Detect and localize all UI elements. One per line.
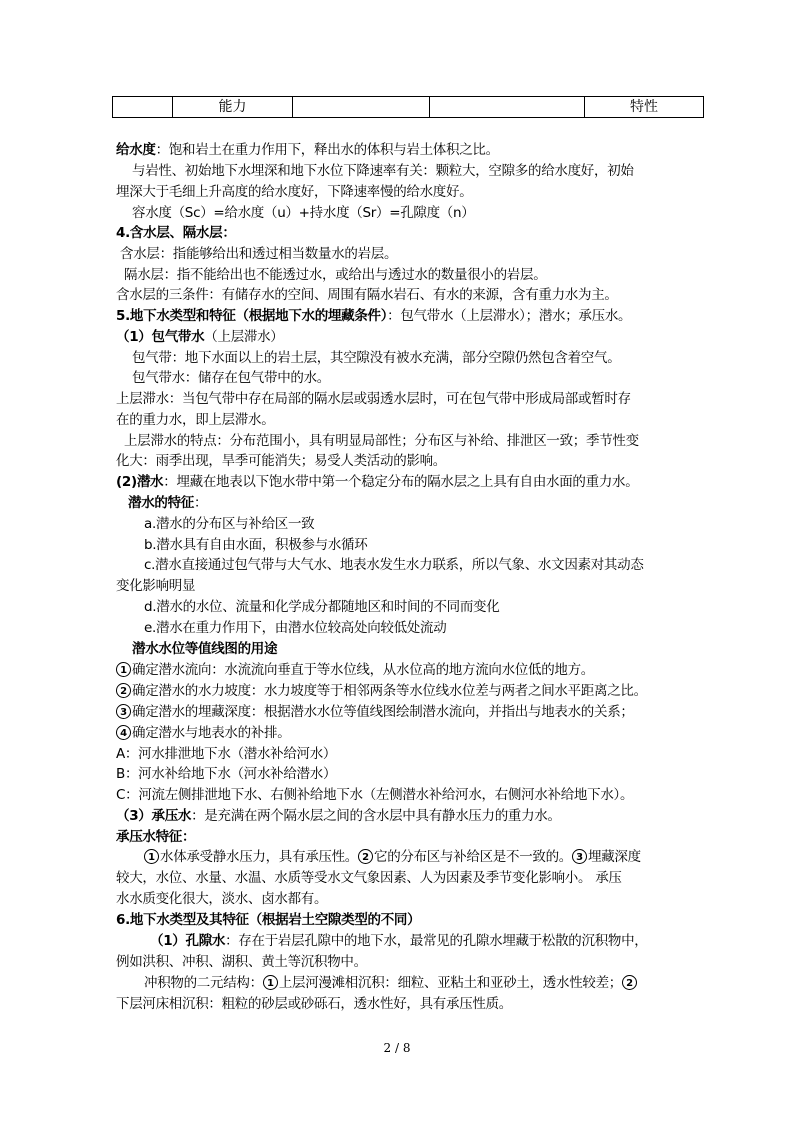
bold-heading: 给水度 <box>116 142 156 158</box>
table-cell: 能力 <box>173 97 293 117</box>
text-line <box>116 723 704 743</box>
text-line <box>116 785 704 805</box>
text-line <box>116 952 704 972</box>
circled-number-icon: 2 <box>358 849 373 864</box>
text-line <box>116 285 704 305</box>
text-line <box>116 868 704 888</box>
circled-number-icon: 1 <box>263 975 278 990</box>
header-table-row <box>112 96 704 118</box>
text-line <box>144 847 732 867</box>
bold-heading: （1）孔隙水 <box>150 933 226 949</box>
text-line <box>116 327 704 347</box>
body-text: d.潜水的水位、流量和化学成分都随地区和时间的不同而变化 <box>144 599 500 615</box>
text-line <box>132 203 720 223</box>
text-line <box>116 389 704 409</box>
body-text: 下层河床相沉积：粗粒的砂层或砂砾石，透水性好，具有承压性质。 <box>116 996 512 1012</box>
table-cell <box>113 97 173 117</box>
text-line <box>116 764 704 784</box>
text-line <box>128 493 716 513</box>
text-line <box>132 348 720 368</box>
text-line <box>144 514 732 534</box>
body-text: ：存在于岩层孔隙中的地下水，最常见的孔隙水埋藏于松散的沉积物中， <box>225 933 648 949</box>
body-text: 上层河漫滩相沉积：细粒、亚粘土和亚砂土，透水性较差； <box>278 975 623 991</box>
text-line <box>116 910 704 930</box>
body-text: 确定潜水流向：水流流向垂直于等水位线，从水位高的地方流向水位低的地方。 <box>132 662 594 678</box>
bold-heading: 潜水水位等值线图的用途 <box>132 641 278 657</box>
bold-heading: 承压水特征： <box>116 829 196 845</box>
body-text: C：河流左侧排泄地下水、右侧补给地下水（左侧潜水补给河水，右侧河水补给地下水）。 <box>116 787 634 803</box>
body-text: 包气带水：储存在包气带中的水。 <box>132 370 330 386</box>
text-line <box>116 410 704 430</box>
body-text: B：河水补给地下水（河水补给潜水） <box>116 766 337 782</box>
text-line <box>116 806 704 826</box>
body-text: 冲积物的二元结构： <box>144 975 263 991</box>
text-line <box>144 535 732 555</box>
text-line <box>116 827 704 847</box>
bold-heading: 6.地下水类型及其特征（根据岩土空隙类型的不同） <box>116 912 421 928</box>
body-text: 埋深大于毛细上升高度的给水度好，下降速率慢的给水度好。 <box>116 184 473 200</box>
body-text: ：是充满在两个隔水层之间的含水层中具有静水压力的重力水。 <box>191 808 561 824</box>
circled-number-icon: 4 <box>116 725 131 740</box>
text-line <box>116 744 704 764</box>
bold-heading: 潜水的特征 <box>128 495 194 511</box>
body-text: A：河水排泄地下水（潜水补给河水） <box>116 746 337 762</box>
table-cell <box>430 97 585 117</box>
body-text: 较大，水位、水量、水温、水质等受水文气象因素、人为因素及季节变化影响小。 承压 <box>116 870 622 886</box>
body-text: 例如洪积、冲积、湖积、黄土等沉积物中。 <box>116 954 367 970</box>
text-line <box>116 182 704 202</box>
bold-heading: 4.含水层、隔水层： <box>116 225 236 241</box>
body-text: c.潜水直接通过包气带与大气水、地表水发生水力联系，所以气象、水文因素对其动态 <box>144 557 644 573</box>
text-line <box>132 161 720 181</box>
bold-heading: （3）承压水 <box>116 808 192 824</box>
text-line <box>132 639 720 659</box>
text-line <box>120 244 708 264</box>
text-line <box>150 931 738 951</box>
text-line <box>116 889 704 909</box>
body-text: 包气带：地下水面以上的岩土层，其空隙没有被水充满，部分空隙仍然包含着空气。 <box>132 350 621 366</box>
bold-heading: 5.地下水类型和特征（根据地下水的埋藏条件） <box>116 308 388 324</box>
bold-heading: （1）包气带水 <box>116 329 205 345</box>
text-line <box>116 306 704 326</box>
text-line <box>144 555 732 575</box>
body-text: 化大：雨季出现，旱季可能消失；易受人类活动的影响。 <box>116 453 446 469</box>
text-line <box>132 368 720 388</box>
circled-number-icon: 3 <box>116 704 131 719</box>
text-line <box>116 681 704 701</box>
body-text: ：埋藏在地表以下饱水带中第一个稳定分布的隔水层之上具有自由水面的重力水。 <box>163 474 639 490</box>
text-line <box>144 618 732 638</box>
body-text: ：饱和岩土在重力作用下，释出水的体积与岩土体积之比。 <box>155 142 499 158</box>
body-text: （上层滞水） <box>204 329 284 345</box>
text-line <box>144 597 732 617</box>
circled-number-icon: 3 <box>572 849 587 864</box>
body-text: 水水质变化很大，淡水、卤水都有。 <box>116 891 328 907</box>
body-text: ：包气带水（上层滞水）；潜水；承压水。 <box>387 308 632 324</box>
body-text: 它的分布区与补给区是不一致的。 <box>374 849 572 865</box>
text-line <box>124 265 712 285</box>
body-text: 确定潜水的水力坡度：水力坡度等于相邻两条等水位线水位差与两者之间水平距离之比。 <box>132 683 647 699</box>
circled-number-icon: 2 <box>622 975 637 990</box>
body-text: e.潜水在重力作用下，由潜水位较高处向较低处流动 <box>144 620 447 636</box>
body-text: 隔水层：指不能给出也不能透过水，或给出与透过水的数量很小的岩层。 <box>124 267 547 283</box>
body-text: 与岩性、初始地下水埋深和地下水位下降速率有关：颗粒大，空隙多的给水度好，初始 <box>132 163 634 179</box>
body-text: 含水层：指能够给出和透过相当数量水的岩层。 <box>120 246 398 262</box>
body-text: 上层滞水：当包气带中存在局部的隔水层或弱透水层时，可在包气带中形成局部或暂时存 <box>116 391 631 407</box>
body-text: b.潜水具有自由水面，积极参与水循环 <box>144 537 368 553</box>
text-line <box>116 994 704 1014</box>
text-line <box>116 660 704 680</box>
circled-number-icon: 1 <box>116 662 131 677</box>
text-line <box>124 431 712 451</box>
body-text: ： <box>194 495 208 511</box>
body-text: 上层滞水的特点：分布范围小，具有明显局部性；分布区与补给、排泄区一致；季节性变 <box>124 433 639 449</box>
circled-number-icon: 1 <box>144 849 159 864</box>
circled-number-icon: 2 <box>116 683 131 698</box>
text-line <box>116 223 704 243</box>
text-line <box>116 576 704 596</box>
text-line <box>116 451 704 471</box>
body-text: 变化影响明显 <box>116 578 196 594</box>
table-cell: 特性 <box>630 99 658 115</box>
body-text: 含水层的三条件：有储存水的空间、周围有隔水岩石、有水的来源，含有重力水为主。 <box>116 287 618 303</box>
body-text: 埋藏深度 <box>588 849 641 865</box>
body-text: 水体承受静水压力，具有承压性。 <box>160 849 358 865</box>
body-text: 确定潜水的埋藏深度：根据潜水水位等值线图绘制潜水流向，并指出与地表水的关系； <box>132 704 634 720</box>
table-cell <box>293 97 430 117</box>
body-text: 在的重力水，即上层滞水。 <box>116 412 275 428</box>
body-text: 确定潜水与地表水的补排。 <box>132 725 291 741</box>
text-line <box>116 140 704 160</box>
text-line <box>116 702 704 722</box>
body-text: 容水度（Sc）=给水度（u）+持水度（Sr）=孔隙度（n） <box>132 205 475 221</box>
page-number: 2 / 8 <box>383 1041 411 1055</box>
text-line <box>116 472 704 492</box>
text-line <box>144 973 732 993</box>
body-text: a.潜水的分布区与补给区一致 <box>144 516 315 532</box>
bold-heading: (2)潜水 <box>116 474 164 490</box>
